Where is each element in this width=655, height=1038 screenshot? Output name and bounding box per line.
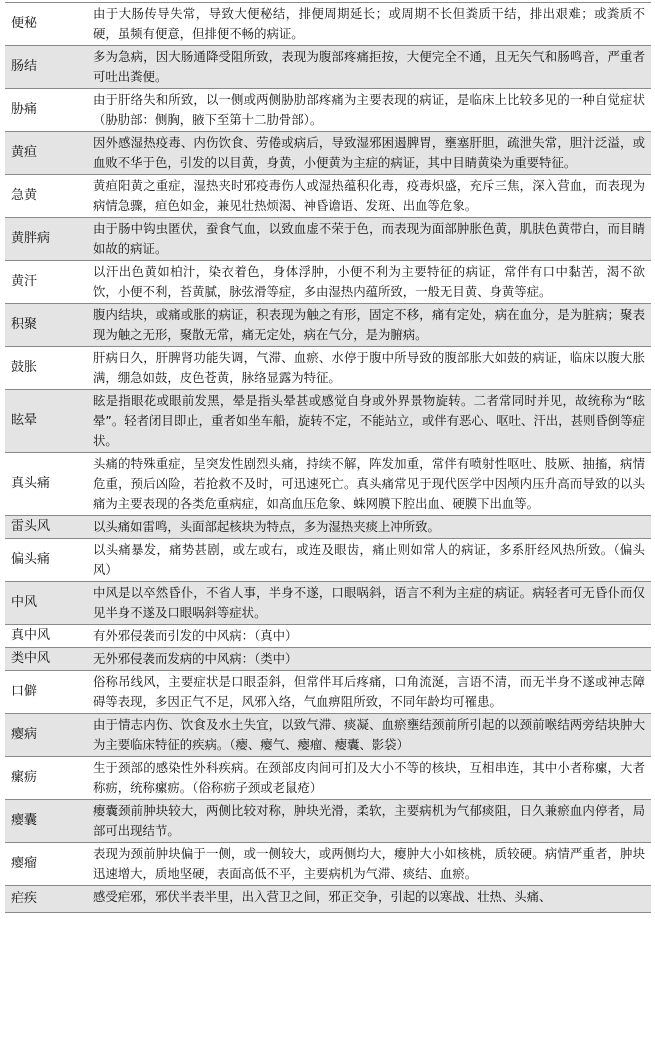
glossary-row: [5, 757, 651, 800]
definition-cell: 中风是以卒然昏仆，不省人事，半身不遂，口眼㖞斜，语言不利为主症的病证。病轻者可无昏仆而仅见半身不遂及口眼㖞斜等症状。: [85, 582, 651, 625]
term-cell: 便秘: [5, 3, 85, 46]
definition-cell: 由于大肠传导失常，导致大便秘结，排便周期延长；或周期不长但粪质干结，排出艰难；或粪质不硬，虽频有便意，但排便不畅的病证。: [85, 3, 651, 46]
term-cell: 真中风: [5, 625, 85, 648]
term-cell: 急黄: [5, 175, 85, 218]
definition-cell: 肝病日久，肝脾肾功能失调，气滞、血瘀、水停于腹中所导致的腹部胀大如鼓的病证，临床以腹大胀满，绷急如鼓，皮色苍黄，脉络显露为特征。: [85, 347, 651, 390]
glossary-row: [5, 89, 651, 132]
glossary-row: [5, 800, 651, 843]
term-cell: 胁痛: [5, 89, 85, 132]
definition-cell: 瘿囊颈前肿块较大，两侧比较对称，肿块光滑，柔软，主要病机为气郁痰阻，日久兼瘀血内停者，局部可出现结节。: [85, 800, 651, 843]
term-cell: 黄汗: [5, 261, 85, 304]
definition-cell: 以头痛如雷鸣，头面部起核块为特点，多为湿热夹痰上冲所致。: [85, 516, 651, 539]
glossary-row: [5, 261, 651, 304]
definition-cell: 表现为颈前肿块偏于一侧，或一侧较大，或两侧均大，瘿肿大小如核桃，质较硬。病情严重者，肿块迅速增大，质地坚硬，表面高低不平，主要病机为气滞、痰结、血瘀。: [85, 843, 651, 886]
definition-cell: 感受疟邪，邪伏半表半里，出入营卫之间，邪正交争，引起的以寒战、壮热、头痛、: [85, 886, 651, 913]
definition-cell: 因外感湿热疫毒、内伤饮食、劳倦或病后，导致湿邪困遏脾胃，壅塞肝胆，疏泄失常，胆汁泛溢，或血败不华于色，引发的以目黄，身黄，小便黄为主症的病证，其中目睛黄染为重要特征。: [85, 132, 651, 175]
glossary-row: [5, 3, 651, 46]
glossary-table: [5, 2, 651, 913]
term-cell: 疟疾: [5, 886, 85, 913]
term-cell: 瘿囊: [5, 800, 85, 843]
glossary-row: [5, 347, 651, 390]
glossary-row: [5, 582, 651, 625]
definition-cell: 以头痛暴发，痛势甚剧，或左或右，或连及眼齿，痛止则如常人的病证，多系肝经风热所致。（偏头风）: [85, 539, 651, 582]
term-cell: 黄疸: [5, 132, 85, 175]
term-cell: 瘿瘤: [5, 843, 85, 886]
glossary-row: [5, 516, 651, 539]
glossary-row: [5, 390, 651, 453]
glossary-row: [5, 46, 651, 89]
definition-cell: 由于肠中钩虫匿伏，蚕食气血，以致血虚不荣于色，而表现为面部肿胀色黄，肌肤色黄带白，而目睛如故的病证。: [85, 218, 651, 261]
term-cell: 真头痛: [5, 453, 85, 516]
definition-cell: 由于情志内伤、饮食及水土失宜，以致气滞、痰凝、血瘀壅结颈前所引起的以颈前喉结两旁结块肿大为主要临床特征的疾病。（瘿、瘿气、瘿瘤、瘿囊、影袋）: [85, 714, 651, 757]
term-cell: 雷头风: [5, 516, 85, 539]
term-cell: 眩晕: [5, 390, 85, 453]
glossary-row: [5, 453, 651, 516]
glossary-row: [5, 218, 651, 261]
glossary-row: [5, 886, 651, 913]
definition-cell: 生于颈部的感染性外科疾病。在颈部皮肉间可扪及大小不等的核块，互相串连，其中小者称瘰，大者称疬，统称瘰疬。（俗称疬子颈或老鼠疮）: [85, 757, 651, 800]
term-cell: 瘿病: [5, 714, 85, 757]
glossary-row: [5, 648, 651, 671]
glossary-row: [5, 304, 651, 347]
term-cell: 口僻: [5, 671, 85, 714]
term-cell: 偏头痛: [5, 539, 85, 582]
definition-cell: 黄疸阳黄之重症，湿热夹时邪疫毒伤人或湿热蕴积化毒，疫毒炽盛，充斥三焦，深入营血，而表现为病情急骤，疸色如金，兼见壮热烦渴、神昏谵语、发斑、出血等危象。: [85, 175, 651, 218]
glossary-row: [5, 843, 651, 886]
definition-cell: 多为急病，因大肠通降受阻所致，表现为腹部疼痛拒按，大便完全不通，且无矢气和肠鸣音，严重者可吐出粪便。: [85, 46, 651, 89]
term-cell: 积聚: [5, 304, 85, 347]
glossary-row: [5, 714, 651, 757]
term-cell: 肠结: [5, 46, 85, 89]
glossary-row: [5, 175, 651, 218]
glossary-row: [5, 671, 651, 714]
glossary-row: [5, 625, 651, 648]
definition-cell: 眩是指眼花或眼前发黑，晕是指头晕甚或感觉自身或外界景物旋转。二者常同时并见，故统称为“眩晕”。轻者闭目即止，重者如坐车船，旋转不定，不能站立，或伴有恶心、呕吐、汗出，甚则昏倒等症状。: [85, 390, 651, 453]
term-cell: 中风: [5, 582, 85, 625]
glossary-row: [5, 539, 651, 582]
glossary-body: [5, 3, 651, 913]
glossary-row: [5, 132, 651, 175]
term-cell: 瘰疬: [5, 757, 85, 800]
definition-cell: 有外邪侵袭而引发的中风病：（真中）: [85, 625, 651, 648]
definition-cell: 无外邪侵袭而发病的中风病：（类中）: [85, 648, 651, 671]
term-cell: 鼓胀: [5, 347, 85, 390]
definition-cell: 由于肝络失和所致，以一侧或两侧胁肋部疼痛为主要表现的病证，是临床上比较多见的一种自觉症状（胁肋部：侧胸，腋下至第十二肋骨部）。: [85, 89, 651, 132]
definition-cell: 腹内结块，或痛或胀的病证，积表现为触之有形，固定不移，痛有定处，病在血分，是为脏病；聚表现为触之无形，聚散无常，痛无定处，病在气分，是为腑病。: [85, 304, 651, 347]
definition-cell: 头痛的特殊重症，呈突发性剧烈头痛，持续不解，阵发加重，常伴有喷射性呕吐、肢厥、抽搐，病情危重，预后凶险，若抢救不及时，可迅速死亡。真头痛常见于现代医学中因颅内压升高而导致的以头痛为主要表现的各类危重病症，如高血压危象、蛛网膜下腔出血、硬膜下出血等。: [85, 453, 651, 516]
term-cell: 黄胖病: [5, 218, 85, 261]
definition-cell: 以汗出色黄如柏汁，染衣着色，身体浮肿，小便不利为主要特征的病证，常伴有口中黏苦，渴不欲饮，小便不利，苔黄腻，脉弦滑等症，多由湿热内蕴所致，一般无目黄、身黄等症。: [85, 261, 651, 304]
definition-cell: 俗称吊线风，主要症状是口眼歪斜，但常伴耳后疼痛，口角流涎，言语不清，而无半身不遂或神志障碍等表现，多因正气不足，风邪入络，气血痹阻所致，不同年龄均可罹患。: [85, 671, 651, 714]
term-cell: 类中风: [5, 648, 85, 671]
